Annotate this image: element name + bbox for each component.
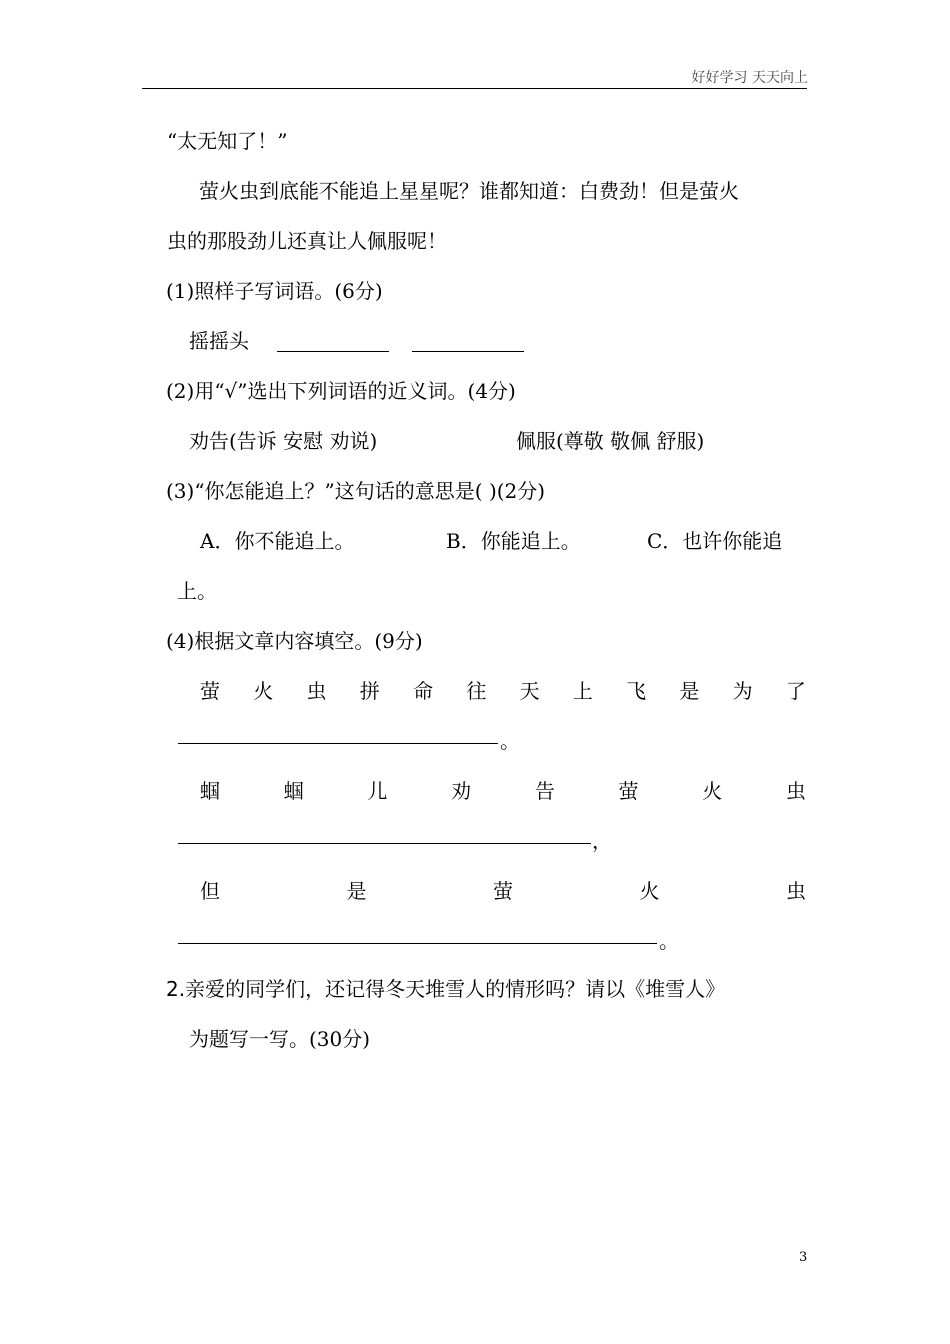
essay-prompt-line-2: 为题写一写。(30分) — [189, 1027, 371, 1051]
q1-prompt: (1)照样子写词语。(6分) — [166, 279, 383, 303]
q4-blank-2-end: ， — [592, 829, 612, 853]
sentence-char: 劝 — [451, 779, 472, 803]
q4-blank-2[interactable] — [178, 825, 591, 844]
passage-line-2: 虫的那股劲儿还真让人佩服呢！ — [167, 229, 447, 253]
sentence-char: 了 — [785, 679, 806, 703]
q4-blank-1[interactable] — [178, 725, 498, 744]
sentence-char: 蝈 — [283, 779, 304, 803]
header-motto: 好好学习 天天向上 — [691, 70, 808, 86]
q4-blank-1-end: 。 — [500, 729, 520, 753]
sentence-char: 往 — [466, 679, 487, 703]
sentence-char: 火 — [639, 879, 660, 903]
essay-prompt-line-1: 2.亲爱的同学们，还记得冬天堆雪人的情形吗？请以《堆雪人》 — [166, 977, 726, 1001]
sentence-char: 但 — [200, 879, 220, 903]
sentence-char: 火 — [702, 779, 723, 803]
page-number: 3 — [799, 1250, 808, 1265]
q4-prompt: (4)根据文章内容填空。(9分) — [166, 629, 423, 653]
sentence-char: 命 — [413, 679, 434, 703]
sentence-char: 火 — [253, 679, 274, 703]
sentence-char: 儿 — [367, 779, 388, 803]
sentence-char: 萤 — [618, 779, 639, 803]
sentence-char: 蝈 — [200, 779, 220, 803]
sentence-char: 是 — [679, 679, 700, 703]
q2-group-2: 佩服(尊敬 敬佩 舒服) — [516, 429, 705, 453]
q1-answer-blank-2[interactable] — [412, 333, 524, 352]
q3-prompt: (3)“你怎能追上？”这句话的意思是( )(2分) — [166, 479, 546, 503]
q3-option-b: B．你能追上。 — [446, 529, 581, 553]
q3-option-c-continued: 上。 — [177, 579, 217, 603]
q4-blank-3-end: 。 — [659, 929, 679, 953]
q3-option-a: A．你不能追上。 — [200, 529, 355, 553]
header-rule — [142, 88, 807, 89]
sentence-char: 告 — [534, 779, 555, 803]
sentence-char: 天 — [519, 679, 540, 703]
sentence-char: 萤 — [200, 679, 220, 703]
q1-example-word: 摇摇头 — [189, 329, 249, 353]
sentence-char: 虫 — [306, 679, 327, 703]
sentence-char: 上 — [572, 679, 593, 703]
q4-sentence-1 — [200, 678, 806, 704]
q1-answer-blank-1[interactable] — [277, 333, 389, 352]
sentence-char: 为 — [732, 679, 753, 703]
sentence-char: 飞 — [626, 679, 647, 703]
q4-sentence-3 — [200, 878, 806, 904]
sentence-char: 拼 — [359, 679, 380, 703]
q4-sentence-2 — [200, 778, 806, 804]
sentence-char: 虫 — [786, 879, 806, 903]
passage-quote: “太无知了！” — [167, 129, 288, 153]
q2-group-1: 劝告(告诉 安慰 劝说) — [189, 429, 378, 453]
passage-line-1: 萤火虫到底能不能追上星星呢？谁都知道：白费劲！但是萤火 — [199, 179, 739, 203]
sentence-char: 萤 — [493, 879, 513, 903]
q4-blank-3[interactable] — [178, 925, 657, 944]
q2-prompt: (2)用“√”选出下列词语的近义词。(4分) — [166, 379, 516, 403]
q3-option-c: C．也许你能追 — [647, 529, 783, 553]
sentence-char: 是 — [346, 879, 367, 903]
sentence-char: 虫 — [785, 779, 806, 803]
